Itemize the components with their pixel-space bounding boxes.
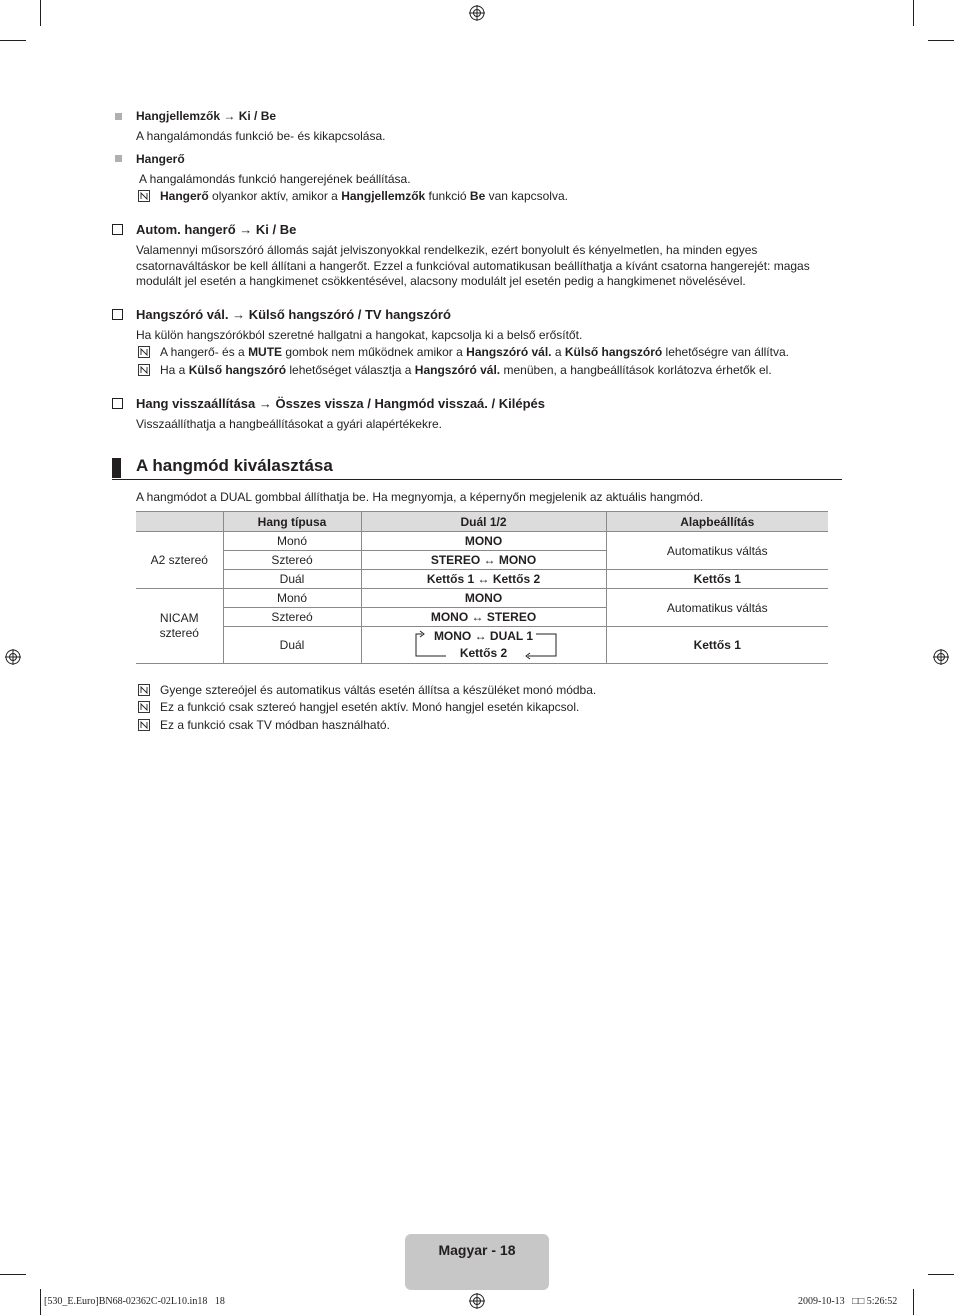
table-cell: Automatikus váltás (606, 589, 828, 627)
subsection-title: Hang visszaállítása → Összes vissza / Hangmód visszaá. / Kilépés (136, 396, 545, 411)
crop-mark (928, 40, 954, 41)
note-text: Hangerő olyankor aktív, amikor a Hangjellemzők funkció Be van kapcsolva. (160, 189, 568, 203)
bullet-desc: A hangalámondás funkció hangerejének beállítása. (139, 172, 411, 186)
square-bullet-icon (115, 113, 122, 120)
paragraph-line: csatornaváltáskor be kell állítani a hangerőt. Ezzel a funkcióval automatikusan beállíthatja a kívánt csatorna hangerejét: magas (136, 259, 810, 273)
registration-mark-icon (469, 5, 485, 21)
cycle-label: Kettős 2 (459, 646, 508, 660)
registration-mark-icon (469, 1293, 485, 1309)
checkbox-icon (112, 224, 123, 235)
note-text: Gyenge sztereójel és automatikus váltás esetén állítsa a készüléket monó módba. (160, 683, 597, 697)
table-cell: Duál (223, 570, 361, 589)
table-row (136, 589, 828, 608)
table-header (136, 512, 223, 532)
heading-rule (112, 479, 842, 480)
table-row (136, 570, 828, 589)
registration-mark-icon (5, 649, 21, 665)
table-cell: MONO (361, 532, 606, 551)
note-icon (138, 346, 150, 358)
table-cell: Sztereó (223, 608, 361, 627)
group-cell: A2 sztereó (136, 532, 223, 589)
paragraph-line: Visszaállíthatja a hangbeállításokat a gyári alapértékekre. (136, 417, 442, 431)
note-icon (138, 684, 150, 696)
note-text: Ez a funkció csak sztereó hangjel esetén aktív. Monó hangjel esetén kikapcsol. (160, 700, 580, 714)
file-info: [530_E.Euro]BN68-02362C-02L10.in18 18 (44, 1296, 225, 1307)
paragraph-line: modulált jel esetén a hangkimenet csökkentésével, alacsony modulált jel esetén pedig a hangkimenet növelésével. (136, 274, 746, 288)
table-cell: STEREO ↔ MONO (361, 551, 606, 570)
table-cell: MONO ↔ STEREO (361, 608, 606, 627)
checkbox-icon (112, 309, 123, 320)
table-cell: MONO (361, 589, 606, 608)
table-row (136, 532, 828, 551)
crop-mark (40, 1289, 41, 1315)
table-cell: Monó (223, 589, 361, 608)
cycle-label: MONO ↔ DUAL 1 (433, 629, 534, 643)
heading-bar (112, 458, 121, 478)
crop-mark (0, 40, 26, 41)
sound-mode-table (136, 511, 828, 664)
note-text: Ez a funkció csak TV módban használható. (160, 718, 390, 732)
table-row (136, 627, 828, 664)
bullet-title: Hangjellemzők → Ki / Be (136, 109, 277, 123)
table-header: Duál 1/2 (361, 512, 606, 532)
crop-mark (40, 0, 41, 26)
note-text: A hangerő- és a MUTE gombok nem működnek amikor a Hangszóró vál. a Külső hangszóró lehetőségre van állítva. (160, 345, 789, 359)
bullet-title: Hangerő (136, 152, 185, 166)
table-header: Alapbeállítás (606, 512, 828, 532)
note-text: Ha a Külső hangszóró lehetőséget választja a Hangszóró vál. menüben, a hangbeállítások korlátozva érhetők el. (160, 363, 772, 377)
section-intro: A hangmódot a DUAL gombbal állíthatja be. Ha megnyomja, a képernyőn megjelenik az aktuális hangmód. (136, 490, 704, 504)
table-cell: Kettős 1 (606, 570, 828, 589)
page-number: Magyar - 18 (438, 1242, 516, 1258)
crop-mark (928, 1274, 954, 1275)
cycle-arrow-icon (414, 630, 559, 660)
timestamp: 2009-10-13 □□ 5:26:52 (798, 1296, 898, 1307)
table-cell: Automatikus váltás (606, 532, 828, 570)
paragraph-line: Ha külön hangszórókból szeretné hallgatni a hangokat, kapcsolja ki a belső erősítőt. (136, 328, 583, 342)
note-icon (138, 719, 150, 731)
checkbox-icon (112, 398, 123, 409)
note-icon (138, 701, 150, 713)
section-heading: A hangmód kiválasztása (136, 456, 333, 475)
subsection-title: Autom. hangerő → Ki / Be (136, 222, 297, 237)
registration-mark-icon (933, 649, 949, 665)
table-cell: Monó (223, 532, 361, 551)
paragraph-line: Valamennyi műsorszóró állomás saját jelviszonyokkal rendelkezik, ezért bonyolult és kényelmetlen, ha minden egyes (136, 243, 758, 257)
bullet-desc: A hangalámondás funkció be- és kikapcsolása. (136, 129, 386, 143)
table-cell: Kettős 1 ↔ Kettős 2 (361, 570, 606, 589)
table-cell: Kettős 1 (606, 627, 828, 664)
square-bullet-icon (115, 155, 122, 162)
crop-mark (913, 1289, 914, 1315)
table-cell: Sztereó (223, 551, 361, 570)
table-header: Hang típusa (223, 512, 361, 532)
table-cell: Duál (223, 627, 361, 664)
note-icon (138, 190, 150, 202)
group-cell: NICAM sztereó (136, 589, 223, 664)
table-cell (361, 627, 606, 664)
subsection-title: Hangszóró vál. → Külső hangszóró / TV hangszóró (136, 307, 451, 322)
table-header-row (136, 512, 828, 532)
note-icon (138, 364, 150, 376)
crop-mark (0, 1274, 26, 1275)
crop-mark (913, 0, 914, 26)
